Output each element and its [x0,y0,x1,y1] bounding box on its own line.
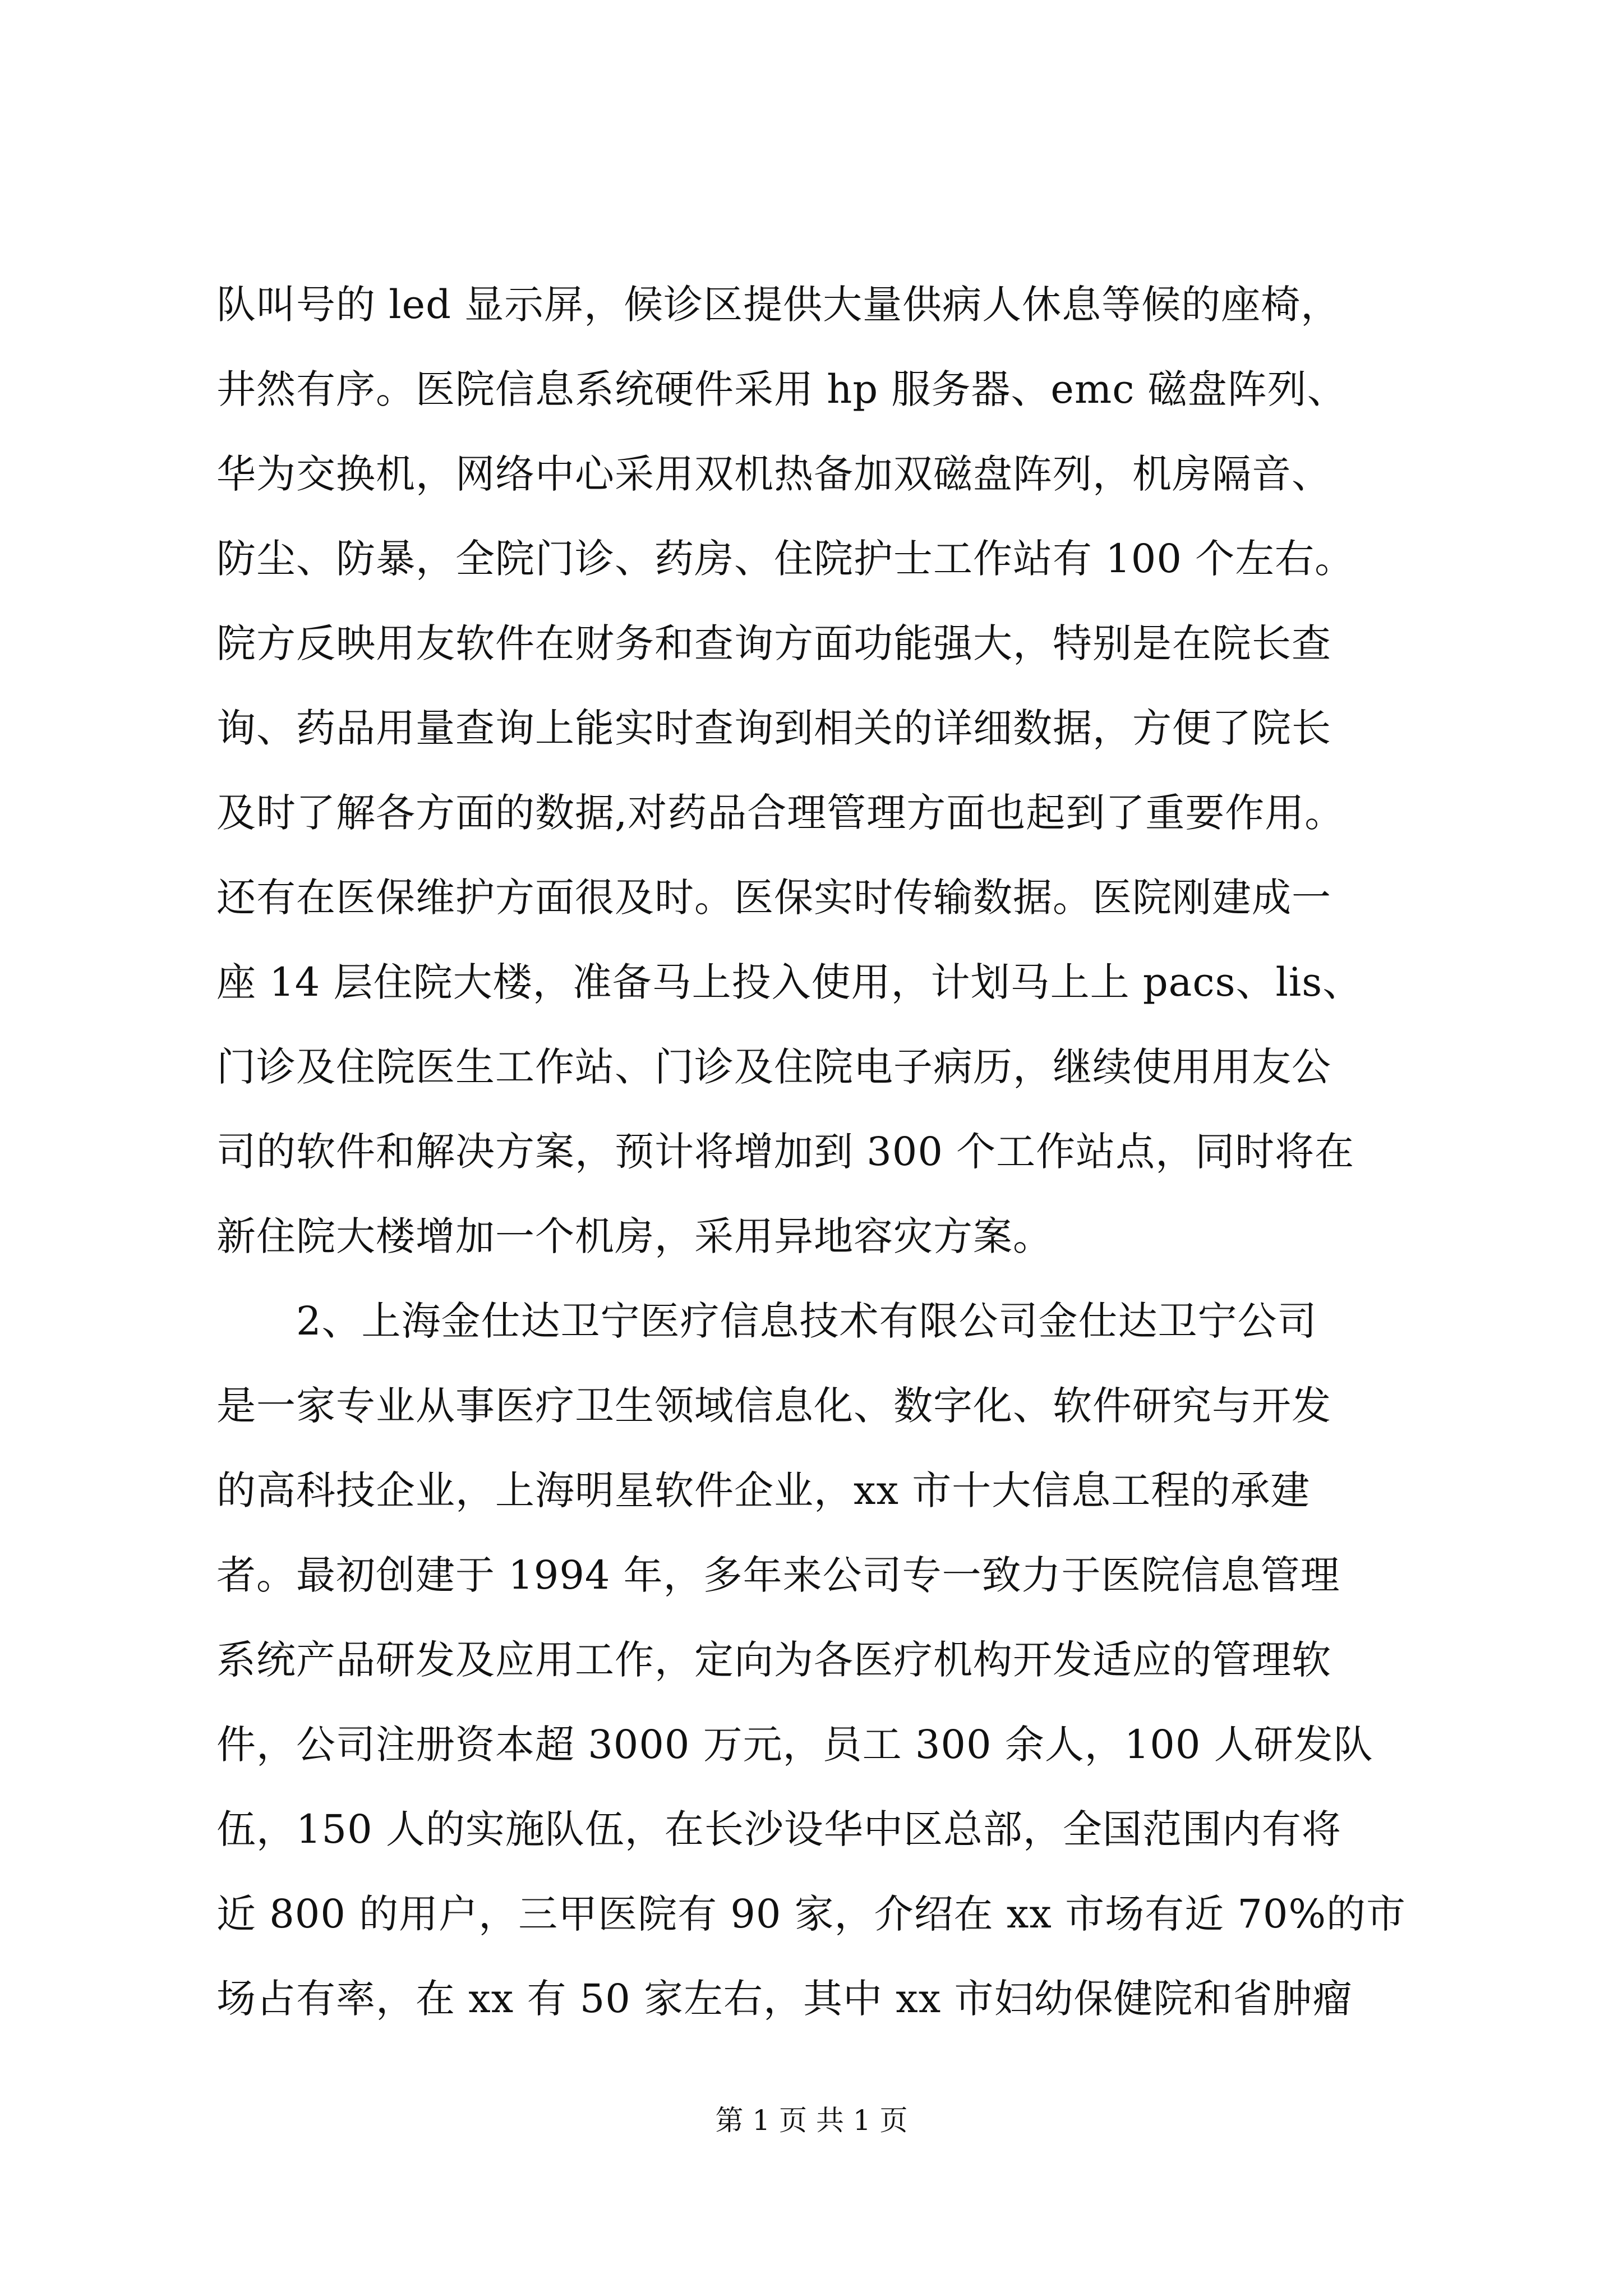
text-line: 华为交换机，网络中心采用双机热备加双磁盘阵列，机房隔音、 [216,451,1331,497]
text-line: 件，公司注册资本超 3000 万元，员工 300 余人，100 人研发队 [216,1722,1373,1768]
text-line: 者。最初创建于 1994 年，多年来公司专一致力于医院信息管理 [216,1552,1340,1598]
text-line: 新住院大楼增加一个机房，采用异地容灾方案。 [216,1213,1053,1259]
text-line: 询、药品用量查询上能实时查询到相关的详细数据，方便了院长 [216,705,1331,751]
text-line: 近 800 的用户，三甲医院有 90 家，介绍在 xx 市场有近 70%的市 [216,1891,1406,1937]
text-line: 的高科技企业，上海明星软件企业，xx 市十大信息工程的承建 [216,1467,1311,1513]
text-line: 防尘、防暴，全院门诊、药房、住院护士工作站有 100 个左右。 [216,536,1355,582]
body-text [216,263,1422,2041]
text-line: 伍，150 人的实施队伍，在长沙设华中区总部，全国范围内有将 [216,1806,1341,1852]
text-line: 井然有序。医院信息系统硬件采用 hp 服务器、emc 磁盘阵列、 [216,366,1347,412]
text-line: 队叫号的 led 显示屏，候诊区提供大量供病人休息等候的座椅， [216,282,1341,328]
page-footer: 第 1 页 共 1 页 [715,2104,908,2137]
text-line: 系统产品研发及应用工作，定向为各医疗机构开发适应的管理软 [216,1637,1331,1683]
paragraph-start-line: 2、上海金仕达卫宁医疗信息技术有限公司金仕达卫宁公司 [296,1298,1317,1344]
text-line: 还有在医保维护方面很及时。医保实时传输数据。医院刚建成一 [216,875,1331,921]
text-line: 是一家专业从事医疗卫生领域信息化、数字化、软件研究与开发 [216,1383,1331,1429]
text-line: 座 14 层住院大楼，准备马上投入使用，计划马上上 pacs、lis、 [216,959,1363,1005]
text-line: 院方反映用友软件在财务和查询方面功能强大，特别是在院长查 [216,620,1331,666]
text-line: 场占有率，在 xx 有 50 家左右，其中 xx 市妇幼保健院和省肿瘤 [216,1976,1353,2022]
text-line: 司的软件和解决方案，预计将增加到 300 个工作站点，同时将在 [216,1129,1355,1175]
text-line: 门诊及住院医生工作站、门诊及住院电子病历，继续使用用友公 [216,1044,1331,1090]
text-line: 及时了解各方面的数据,对药品合理管理方面也起到了重要作用。 [216,790,1345,836]
